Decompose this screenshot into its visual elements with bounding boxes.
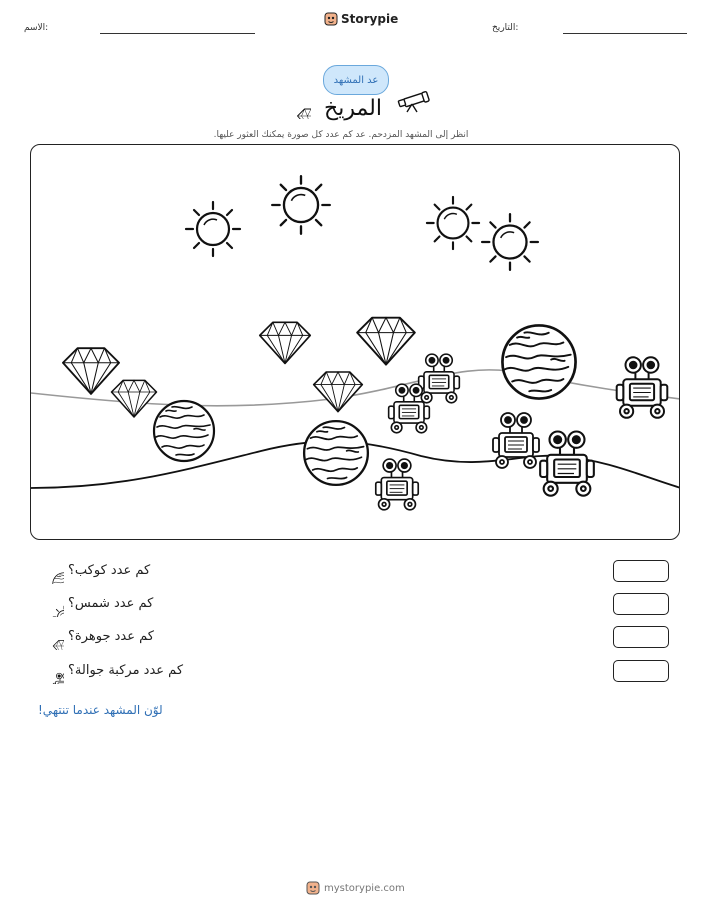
question-text: كم عدد شمس؟ bbox=[68, 596, 154, 611]
footer-url[interactable]: mystorypie.com bbox=[324, 882, 405, 894]
color-note: لوّن المشهد عندما تنتهي! bbox=[38, 703, 163, 717]
instructions: انظر إلى المشهد المزدحم. عد كم عدد كل صورة يمكنك العثور عليها. bbox=[213, 130, 469, 140]
gem-icon bbox=[112, 380, 157, 417]
sun-icon bbox=[427, 197, 479, 249]
sun-icon bbox=[272, 176, 330, 234]
date-field[interactable] bbox=[563, 33, 687, 34]
gem-icon bbox=[40, 626, 64, 650]
sun-icon bbox=[40, 593, 64, 617]
rover-icon bbox=[540, 432, 594, 496]
sun-icon bbox=[482, 214, 538, 270]
brand-logo bbox=[324, 12, 398, 26]
gem-icon bbox=[63, 348, 119, 394]
planet-icon bbox=[304, 421, 368, 485]
name-label: الاسم: bbox=[24, 23, 49, 33]
gem-icon bbox=[314, 372, 363, 412]
question-text: كم عدد كوكب؟ bbox=[68, 563, 151, 578]
rover-icon bbox=[40, 660, 64, 684]
storypie-logo-icon bbox=[306, 881, 320, 895]
question-row bbox=[30, 660, 670, 684]
answer-box[interactable] bbox=[613, 560, 669, 582]
scene-count-badge: عد المشهد bbox=[323, 65, 389, 95]
rover-icon bbox=[419, 354, 460, 403]
question-row bbox=[30, 560, 670, 584]
page-title: المريخ bbox=[324, 96, 382, 121]
rover-icon bbox=[617, 357, 668, 418]
planet-icon bbox=[154, 401, 214, 461]
brand-name: Storypie bbox=[341, 12, 399, 26]
scene-panel bbox=[30, 144, 680, 540]
planet-icon bbox=[40, 560, 64, 584]
sun-icon bbox=[186, 202, 240, 256]
gem-icon bbox=[357, 318, 415, 365]
question-row bbox=[30, 593, 670, 617]
rover-icon bbox=[493, 413, 539, 468]
question-text: كم عدد جوهرة؟ bbox=[68, 629, 154, 644]
date-label: التاريخ: bbox=[492, 23, 519, 33]
answer-box[interactable] bbox=[613, 593, 669, 615]
answer-box[interactable] bbox=[613, 660, 669, 682]
rover-icon bbox=[389, 384, 430, 433]
gem-icon bbox=[260, 322, 310, 363]
storypie-logo-icon bbox=[324, 12, 338, 26]
planet-icon bbox=[502, 325, 575, 398]
question-row bbox=[30, 626, 670, 650]
name-field[interactable] bbox=[100, 33, 255, 34]
question-text: كم عدد مركبة جوالة؟ bbox=[68, 663, 184, 678]
telescope-icon bbox=[396, 91, 430, 113]
footer bbox=[306, 881, 405, 895]
gem-icon bbox=[281, 93, 311, 119]
rover-icon bbox=[376, 459, 418, 510]
answer-box[interactable] bbox=[613, 626, 669, 648]
